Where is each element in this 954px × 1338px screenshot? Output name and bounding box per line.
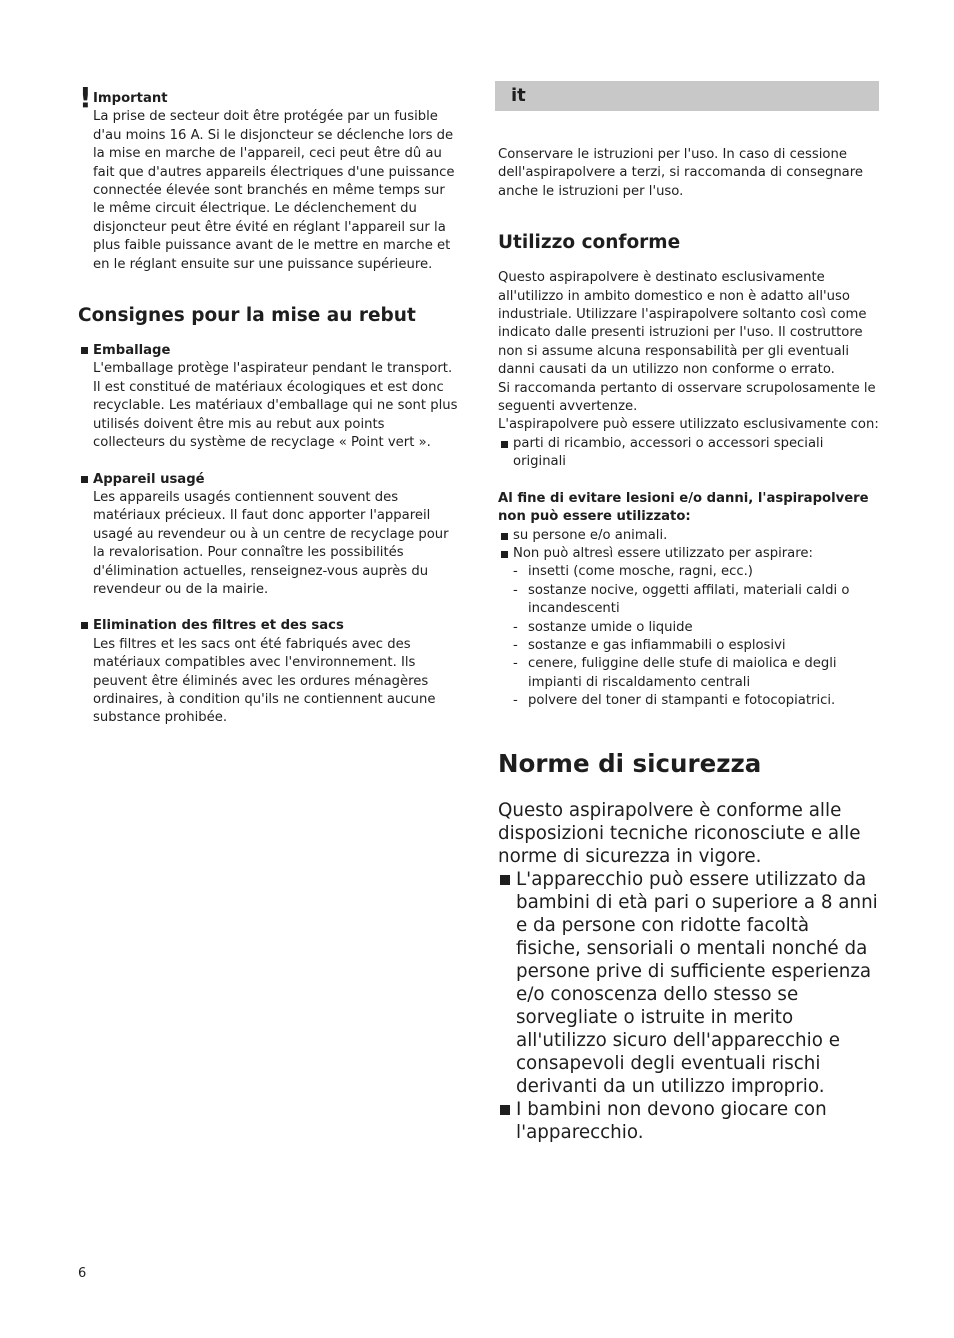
safety-bullet-text: I bambini non devono giocare con l'apparecchio. bbox=[516, 1098, 827, 1143]
language-code: it bbox=[511, 85, 526, 106]
safety-heading: Norme di sicurezza bbox=[498, 748, 762, 778]
disposal-heading: Consignes pour la mise au rebut bbox=[78, 305, 416, 327]
dash-list bbox=[498, 563, 879, 710]
language-bar bbox=[495, 81, 879, 111]
square-bullet-icon bbox=[501, 533, 508, 540]
safety-intro: Questo aspirapolvere è conforme alle disposizioni tecniche riconosciute e alle norme di sicurezza in vigore. bbox=[498, 799, 861, 867]
square-bullet-icon bbox=[501, 441, 508, 448]
usage-text-2: Si raccomanda pertanto di osservare scrupolosamente le seguenti avvertenze. bbox=[498, 380, 876, 415]
warning-bullet bbox=[498, 545, 879, 563]
warning-bullet bbox=[498, 527, 879, 545]
left-column bbox=[78, 81, 460, 728]
dash-item: - polvere del toner di stampanti e fotocopiatrici. bbox=[513, 693, 836, 709]
important-notice bbox=[78, 81, 460, 274]
disposal-item-title: Appareil usagé bbox=[93, 471, 205, 487]
square-bullet-icon bbox=[81, 347, 88, 354]
disposal-list bbox=[78, 342, 460, 728]
warning-heading: Al fine di evitare lesioni e/o danni, l'aspirapolvere non può essere utilizzato: bbox=[498, 490, 869, 525]
disposal-item-title: Elimination des filtres et des sacs bbox=[93, 618, 344, 634]
disposal-item-packaging bbox=[78, 342, 460, 452]
usage-bullet bbox=[498, 435, 879, 472]
usage-bullet-text: parti di ricambio, accessori o accessori speciali originali bbox=[513, 435, 824, 470]
square-bullet-icon bbox=[501, 551, 508, 558]
dash-item: - sostanze e gas infiammabili o esplosivi bbox=[513, 637, 786, 653]
dash-item: - cenere, fuliggine delle stufe di maiolica e degli impianti di riscaldamento centrali bbox=[513, 656, 837, 690]
usage-text-3: L'aspirapolvere può essere utilizzato esclusivamente con: bbox=[498, 417, 879, 433]
page-number: 6 bbox=[78, 1266, 87, 1281]
safety-section bbox=[498, 799, 879, 1144]
usage-text: Questo aspirapolvere è destinato esclusivamente all'utilizzo in ambito domestico e non è adatto all'uso industriale. Utilizzare l'aspirapolvere soltanto così come indicato dalle presenti istruzioni per l'uso. Il costruttore non si assume alcuna responsabilità per gli eventuali danni causati da un utilizzo non conforme o errato. bbox=[498, 270, 867, 378]
important-title: Important bbox=[93, 91, 168, 106]
safety-bullet-text: L'apparecchio può essere utilizzato da bambini di età pari o superiore a 8 anni e da persone con ridotte facoltà fisiche, sensoriali o mentali nonché da persone prive di sufficiente esperienza e/o conoscenza dello stesso se sorvegliate o istruite in merito all'utilizzo sicuro dell'apparecchio e consapevoli degli eventuali rischi derivanti da un utilizzo improprio. bbox=[516, 868, 878, 1097]
usage-heading: Utilizzo conforme bbox=[498, 232, 681, 254]
square-bullet-icon bbox=[500, 1105, 510, 1115]
disposal-item-text: Les filtres et les sacs ont été fabriqués avec des matériaux compatibles avec l'environnement. Ils peuvent être éliminés avec les ordures ménagères ordinaires, à condition qu'ils ne contiennent aucune substance prohibée. bbox=[93, 636, 436, 726]
square-bullet-icon bbox=[500, 875, 510, 885]
important-text: La prise de secteur doit être protégée par un fusible d'au moins 16 A. Si le disjoncteur se déclenche lors de la mise en marche de l'appareil, ceci peut être dû au fait que d'autres appareils électriques d'une puissance connectée élevée sont branchés en même temps sur le même circuit électrique. Le déclenchement du disjoncteur peut être évité en réglant l'appareil sur la plus faible puissance avant de le mettre en marche et en le réglant ensuite sur une puissance supérieure. bbox=[93, 109, 455, 272]
disposal-item-title: Emballage bbox=[93, 343, 171, 359]
disposal-item-old-appliance bbox=[78, 471, 460, 600]
dash-item: - insetti (come mosche, ragni, ecc.) bbox=[513, 564, 753, 580]
intro-text: Conservare le istruzioni per l'uso. In caso di cessione dell'aspirapolvere a terzi, si raccomanda di consegnare anche le istruzioni per l'uso. bbox=[498, 147, 864, 199]
exclamation-icon: ! bbox=[79, 81, 92, 114]
square-bullet-icon bbox=[81, 476, 88, 483]
dash-item: - sostanze nocive, oggetti affilati, materiali caldi o incandescenti bbox=[513, 582, 850, 617]
safety-bullet bbox=[498, 1098, 879, 1144]
dash-item: - sostanze umide o liquide bbox=[513, 619, 693, 635]
safety-bullet bbox=[498, 868, 879, 1098]
square-bullet-icon bbox=[81, 622, 88, 629]
disposal-item-text: L'emballage protège l'aspirateur pendant le transport. Il est constitué de matériaux écologiques et est donc recyclable. Les matériaux d'emballage qui ne sont plus utilisés doivent être mis au rebut aux points collecteurs du système de recyclage « Point vert ». bbox=[93, 361, 458, 451]
disposal-item-filters bbox=[78, 617, 460, 727]
warning-bullet-text: su persone e/o animali. bbox=[513, 527, 668, 543]
disposal-item-text: Les appareils usagés contiennent souvent des matériaux précieux. Il faut donc apporter l'appareil usagé au revendeur ou à un centre de recyclage pour la revalorisation. Pour connaître les possibilités d'élimination actuelles, renseignez-vous auprès du revendeur ou de la mairie. bbox=[93, 489, 449, 597]
warning-bullet-text: Non può altresì essere utilizzato per aspirare: bbox=[513, 545, 813, 561]
right-column bbox=[498, 81, 879, 1144]
usage-section bbox=[498, 269, 879, 471]
